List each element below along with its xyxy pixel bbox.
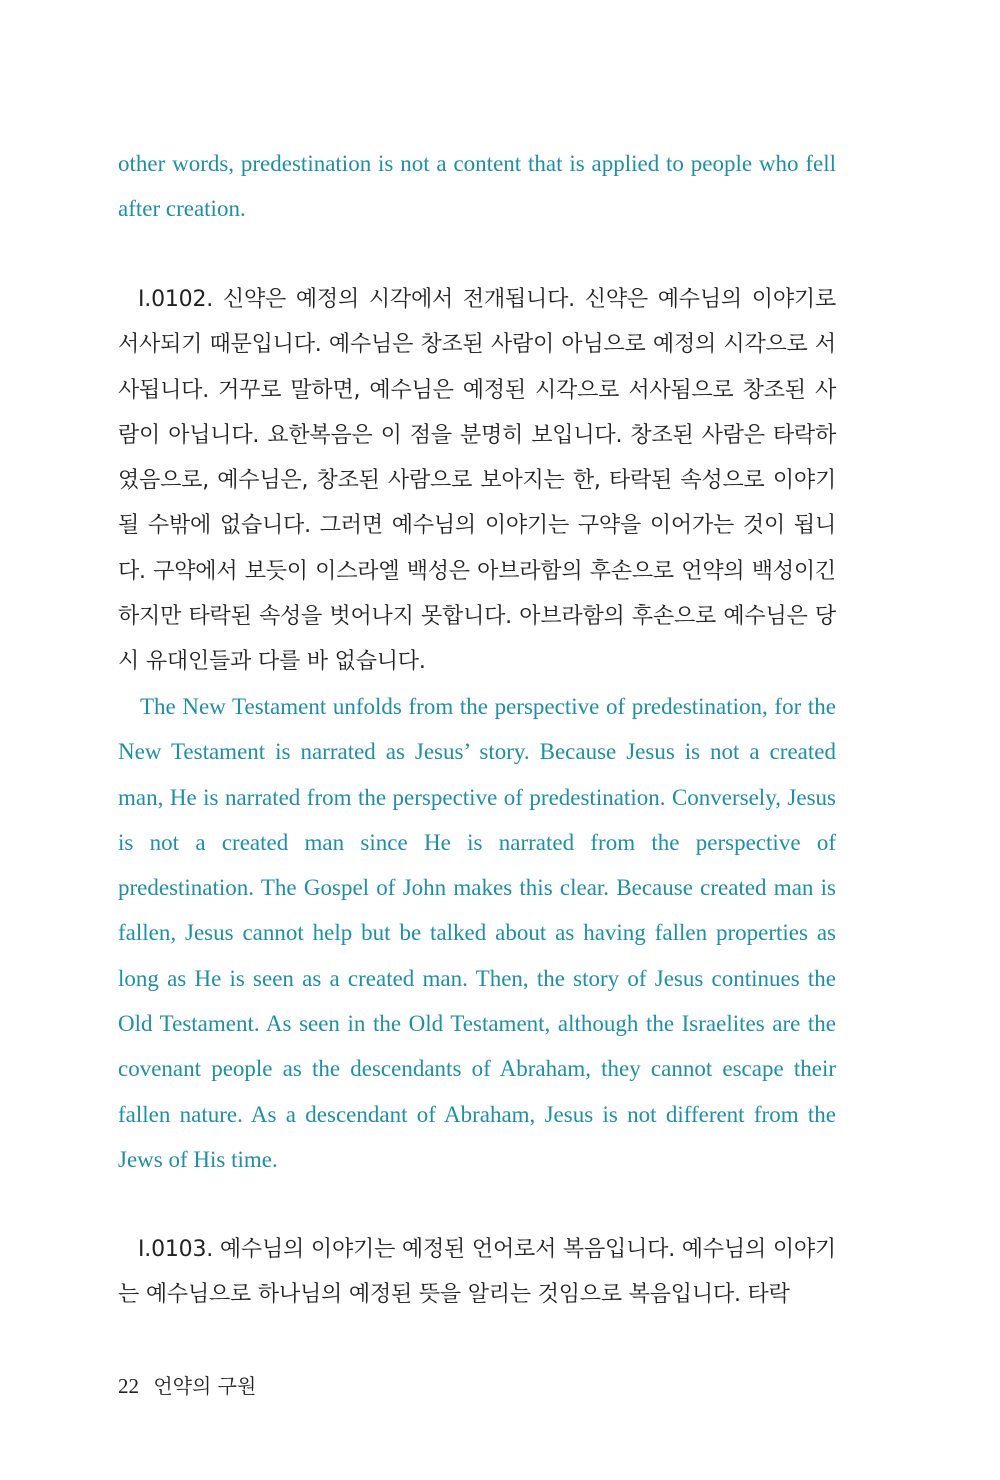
- korean-paragraph-0102: I.0102. 신약은 예정의 시각에서 전개됩니다. 신약은 예수님의 이야기로 서사되기 때문입니다. 예수님은 창조된 사람이 아님으로 예정의 시각으로 서사됩니다. 거꾸로 말하면, 예수님은 예정된 시각으로 서사됨으로 창조된 사람이 아닙니다. 요한복음은 이 점을 분명히 보입니다. 창조된 사람은 타락하였음으로, 예수님은, 창조된 사람으로 보아지는 한, 타락된 속성으로 이야기될 수밖에 없습니다. 그러면 예수님의 이야기는 구약을 이어가는 것이 됩니다. 구약에서 보듯이 이스라엘 백성은 아브라함의 후손으로 언약의 백성이긴 하지만 타락된 속성을 벗어나지 못합니다. 아브라함의 후손으로 예수님은 당시 유대인들과 다를 바 없습니다.: [118, 287, 836, 675]
- running-title: 언약의 구원: [153, 1374, 257, 1398]
- korean-paragraph-0103: I.0103. 예수님의 이야기는 예정된 언어로서 복음입니다. 예수님의 이야기는 예수님으로 하나님의 예정된 뜻을 알리는 것임으로 복음입니다. 타락: [118, 1237, 836, 1308]
- page-number: 22: [118, 1374, 139, 1398]
- english-paragraph-0102: The New Testament unfolds from the perspective of predestination, for the New Testament is narrated as Jesus’ story. Because Jesus is not a created man, He is narrated from the perspective of predestination. Conversely, Jesus is not a created man since He is narrated from the perspective of predestination. The Gospel of John makes this clear. Because created man is fallen, Jesus cannot help but be talked about as having fallen properties as long as He is seen as a created man. Then, the story of Jesus continues the Old Testament. As seen in the Old Testament, although the Israelites are the covenant people as the descendants of Abraham, they cannot escape their fallen nature. As a descendant of Abraham, Jesus is not different from the Jews of His time.: [118, 694, 836, 1172]
- page-footer: [118, 1370, 256, 1399]
- english-paragraph-continuation: other words, predestination is not a content that is applied to people who fell after creation.: [118, 151, 836, 222]
